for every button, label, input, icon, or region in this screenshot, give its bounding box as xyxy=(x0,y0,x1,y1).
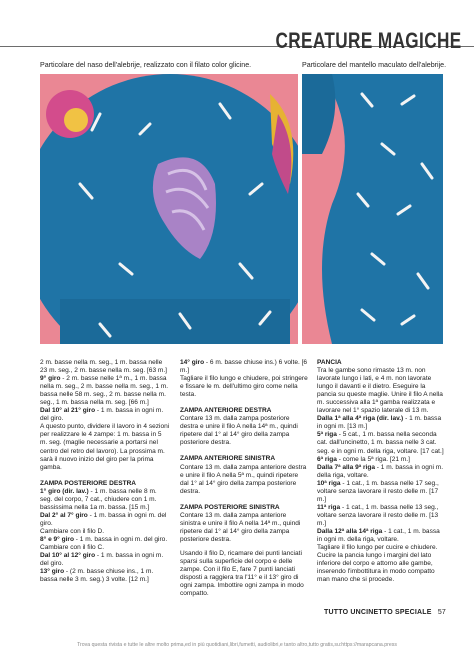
paragraph: Contare 13 m. dalla zampa anteriore sinistra e unire il filo A nella 14ª m., quindi ripetere dal 1° al 14° giro della zampa posteriore destra. xyxy=(180,511,301,543)
crochet-head-illustration xyxy=(40,74,298,344)
paragraph: 8° e 9° giro - 1 m. bassa in ogni m. del giro. Cambiare con il filo C. xyxy=(40,535,168,552)
crochet-mantle-illustration xyxy=(302,74,443,344)
paragraph: Dalla 12ª alla 14ª riga - 1 cat., 1 m. bassa in ogni m. della riga, voltare. xyxy=(317,527,440,544)
paragraph: Dalla 7ª alla 9ª riga - 1 m. bassa in ogni m. della riga, voltare. xyxy=(317,463,444,479)
paragraph: Tagliare il filo lungo e chiudere, poi stringere e fissare le m. dell'ultimo giro come nella testa. xyxy=(180,375,308,399)
page-footer xyxy=(324,609,446,616)
paragraph: Tra le gambe sono rimaste 13 m. non lavorate lungo i lati, e 4 m. non lavorate lungo il davanti e il dietro. Eseguire la pancia su queste maglie. Unire il filo A nella m. successiva alla 1ª gamba realizzata e lavorare nel 1° spazio laterale di 13 m. xyxy=(317,367,443,415)
paragraph: 1° giro (dir. lav.) - 1 m. bassa nelle 8 m. seg. del corpo, 7 cat., chiudere con 1 m. bassissima nella 1a m. bassa. [15 m.] xyxy=(40,487,157,511)
paragraph: 9° giro - 2 m. basse nelle 1ª m., 1 m. bassa nella m. seg., 2 m. basse nella m. seg., 1 m. bassa nelle 58 m. seg., 2 m. basse nella m. seg., 1 m. bassa nella m. seg. [66 m.] xyxy=(40,375,169,407)
section-heading: ZAMPA ANTERIORE SINISTRA xyxy=(180,455,276,463)
paragraph: Dal 10° al 21° giro - 1 m. bassa in ogni m. del giro. xyxy=(40,407,164,423)
paragraph: Dal 10° al 12° giro - 1 m. bassa in ogni m. del giro. xyxy=(40,552,164,568)
section-heading: PANCIA xyxy=(317,359,342,366)
paragraph: 13° giro - (2 m. basse chiuse ins., 1 m. bassa nelle 3 m. seg.) 3 volte. [12 m.] xyxy=(40,568,154,584)
paragraph: Contare 13 m. dalla zampa anteriore destra e unire il filo A nella 5ª m., quindi ripetere dal 1° al 14° giro della zampa posteriore destra. xyxy=(180,463,307,495)
text-column-2 xyxy=(180,359,308,598)
caption-left: Particolare del naso dell'alebrije, realizzato con il filato color glicine. xyxy=(40,61,252,69)
section-heading: ZAMPA POSTERIORE DESTRA xyxy=(40,479,137,487)
caption-right: Particolare del mantello maculato dell'alebrije. xyxy=(302,61,447,69)
paragraph: 14° giro - 6 m. basse chiuse ins.) 6 volte. [6 m.] xyxy=(180,359,308,375)
paragraph: 11ª riga - 1 cat., 1 m. bassa nelle 13 seg., voltare senza lavorare il resto delle m. [13 m.] xyxy=(317,503,439,527)
paragraph: Contare 13 m. dalla zampa posteriore destra e unire il filo A nella 14ª m., quindi ripetere dal 1° al 14° giro della zampa posteriore destra. xyxy=(180,415,298,447)
text-column-3 xyxy=(317,359,445,584)
paragraph: Tagliare il filo lungo per cucire e chiudere. Cucire la pancia lungo i margini del lato inferiore del corpo e attorno alle gambe, inserendo l'imbottitura in modo compatto man mano che si procede. xyxy=(317,544,438,584)
paragraph: A questo punto, dividere il lavoro in 4 sezioni per realizzare le 4 zampe: 1 m. bassa in 5 m. seg. (maglie necessarie a portarsi nel centro del retro del lavoro). La prossima m. sarà il nuovo inizio del giro per la prima gamba. xyxy=(40,423,170,471)
photo-nose-detail xyxy=(40,74,298,344)
page-number: 57 xyxy=(437,609,446,616)
watermark-text: Trova questa rivista e tutte le altre molto prima,ed in più quotidiani,libri,fumetti, audiolibri,e tanto altro,tutto gratis,su:https://marapcana.press xyxy=(77,642,397,648)
paragraph: Usando il filo D, ricamare dei punti lanciati sparsi sulla superficie del corpo e delle zampe. Con il filo E, fare 7 punti lanciati disposti a raggiera tra l'11° e il 13° giro di ogni zampa. Imbottire ogni zampa in modo compatto. xyxy=(180,549,304,598)
footer-section: TUTTO UNCINETTO SPECIALE xyxy=(324,609,432,616)
paragraph: 6ª riga - come la 5ª riga. [21 m.] xyxy=(317,455,410,463)
section-title: CREATURE MAGICHE xyxy=(275,28,462,53)
paragraph: Cambiare con il filo D. xyxy=(40,527,105,535)
photo-mantle-detail xyxy=(302,74,443,344)
paragraph: Dalla 1ª alla 4ª riga (dir. lav.) - 1 m. bassa in ogni m. [13 m.] xyxy=(317,415,442,431)
paragraph: 2 m. basse nella m. seg., 1 m. bassa nelle 23 m. seg., 2 m. basse nella m. seg. [63 m.] xyxy=(40,359,167,375)
text-column-1 xyxy=(40,359,170,584)
section-heading: ZAMPA ANTERIORE DESTRA xyxy=(180,407,272,415)
paragraph: 5ª riga - 5 cat., 1 m. bassa nella seconda cat. dall'uncinetto, 1 m. bassa nelle 3 cat. seg. e in ogni m. della riga, voltare. [17 cat.] xyxy=(317,431,444,455)
paragraph: Dal 2° al 7° giro - 1 m. bassa in ogni m. del giro. xyxy=(40,511,167,527)
section-heading: ZAMPA POSTERIORE SINISTRA xyxy=(180,503,280,511)
paragraph: 10ª riga - 1 cat., 1 m. bassa nelle 17 seg., voltare senza lavorare il resto delle m. [17 m.] xyxy=(317,479,439,503)
